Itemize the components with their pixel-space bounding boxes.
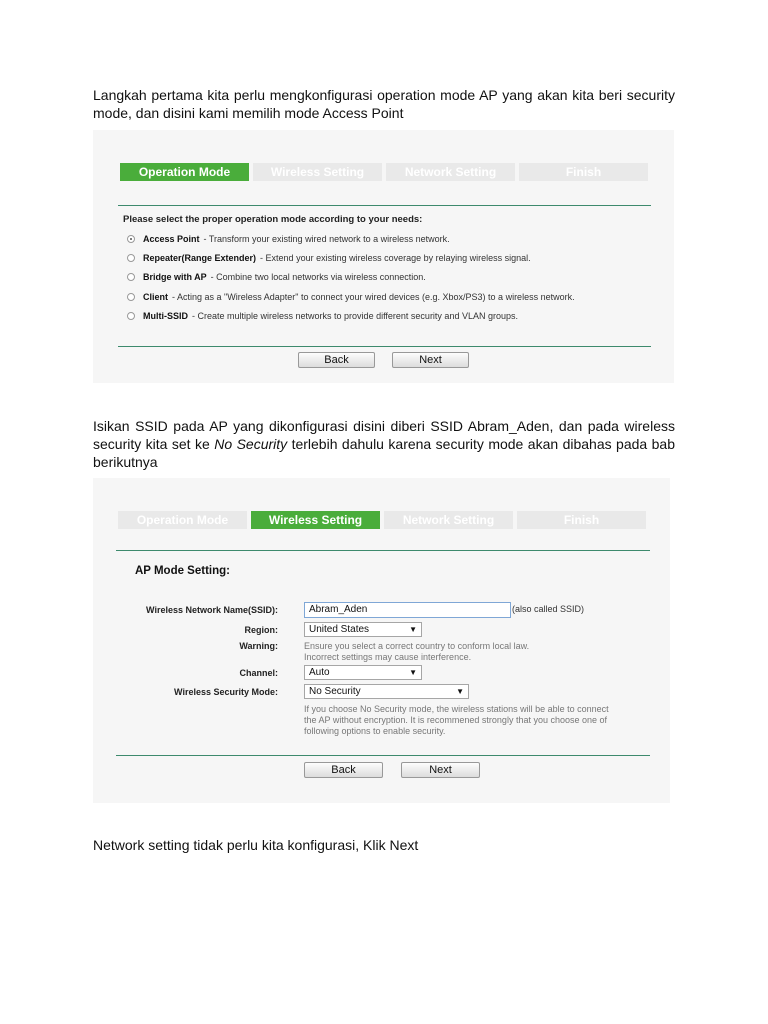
option-access-point[interactable]	[127, 234, 450, 244]
channel-select[interactable]	[304, 665, 422, 680]
warning-line: Ensure you select a correct country to conform local law.	[304, 641, 530, 651]
option-desc: - Create multiple wireless networks to provide different security and VLAN groups.	[192, 311, 518, 321]
chevron-down-icon: ▼	[456, 687, 464, 696]
divider	[116, 550, 650, 551]
paragraph-ssid-italic: No Security	[214, 436, 288, 452]
warning-line: Incorrect settings may cause interference.	[304, 652, 472, 662]
step-operation-mode[interactable]: Operation Mode	[120, 163, 249, 181]
step-bar	[120, 163, 648, 181]
option-desc: - Acting as a "Wireless Adapter" to connect your wired devices (e.g. Xbox/PS3) to a wireless network.	[172, 292, 575, 302]
security-mode-select[interactable]	[304, 684, 469, 699]
security-note-line: following options to enable security.	[304, 726, 446, 736]
option-multi-ssid[interactable]	[127, 311, 518, 321]
mode-prompt: Please select the proper operation mode according to your needs:	[123, 214, 423, 225]
security-mode-value: No Security	[309, 686, 361, 697]
back-button[interactable]: Back	[304, 762, 383, 778]
paragraph-intro: Langkah pertama kita perlu mengkonfigurasi operation mode AP yang akan kita beri security mode, dan disini kami memilih mode Access Point	[93, 87, 675, 121]
ssid-input[interactable]: Abram_Aden	[304, 602, 511, 618]
security-note-line: the AP without encryption. It is recommened strongly that you choose one of	[304, 715, 608, 725]
region-select[interactable]	[304, 622, 422, 637]
divider	[116, 755, 650, 756]
option-name: Client	[143, 292, 169, 302]
step-wireless-setting[interactable]: Wireless Setting	[253, 163, 382, 181]
region-label: Region:	[244, 625, 278, 635]
divider	[118, 205, 651, 206]
next-button[interactable]: Next	[392, 352, 469, 368]
paragraph-network: Network setting tidak perlu kita konfigurasi, Klik Next	[93, 837, 419, 853]
screenshot-operation-mode	[93, 130, 674, 383]
channel-label: Channel:	[239, 668, 278, 678]
option-repeater[interactable]	[127, 253, 531, 263]
option-desc: - Combine two local networks via wireless connection.	[210, 272, 426, 282]
step-bar	[118, 511, 646, 529]
divider	[118, 346, 651, 347]
option-desc: - Transform your existing wired network to a wireless network.	[203, 234, 450, 244]
step-network-setting[interactable]: Network Setting	[386, 163, 515, 181]
step-network-setting[interactable]: Network Setting	[384, 511, 513, 529]
radio-multi-ssid[interactable]	[127, 312, 135, 320]
option-desc: - Extend your existing wireless coverage by relaying wireless signal.	[260, 253, 531, 263]
step-finish[interactable]: Finish	[519, 163, 648, 181]
paragraph-ssid-part2: terlebih dahulu karena security mode akan dibahas pada bab berikutnya	[93, 436, 675, 470]
option-name: Multi-SSID	[143, 311, 188, 321]
paragraph-ssid	[93, 417, 675, 471]
radio-client[interactable]	[127, 293, 135, 301]
security-note-line: If you choose No Security mode, the wireless stations will be able to connect	[304, 704, 609, 714]
channel-value: Auto	[309, 667, 330, 678]
region-value: United States	[309, 624, 370, 635]
next-button[interactable]: Next	[401, 762, 480, 778]
chevron-down-icon: ▼	[409, 625, 417, 634]
radio-access-point[interactable]	[127, 235, 135, 243]
radio-repeater[interactable]	[127, 254, 135, 262]
radio-bridge[interactable]	[127, 273, 135, 281]
warning-label: Warning:	[239, 641, 278, 651]
screenshot-wireless-setting	[93, 478, 670, 803]
warning-text	[304, 641, 529, 663]
option-client[interactable]	[127, 292, 575, 302]
security-note	[304, 704, 609, 737]
option-bridge[interactable]	[127, 272, 426, 282]
step-finish[interactable]: Finish	[517, 511, 646, 529]
ssid-label: Wireless Network Name(SSID):	[146, 605, 278, 615]
step-wireless-setting[interactable]: Wireless Setting	[251, 511, 380, 529]
chevron-down-icon: ▼	[409, 668, 417, 677]
security-mode-label: Wireless Security Mode:	[174, 687, 278, 697]
paragraph-ssid-part1: Isikan SSID pada AP yang dikonfigurasi disini diberi SSID Abram_Aden, dan pada wireless security kita set ke	[93, 418, 675, 452]
ssid-hint: (also called SSID)	[512, 604, 585, 614]
option-name: Access Point	[143, 234, 200, 244]
option-name: Bridge with AP	[143, 272, 207, 282]
back-button[interactable]: Back	[298, 352, 375, 368]
step-operation-mode[interactable]: Operation Mode	[118, 511, 247, 529]
ap-mode-heading: AP Mode Setting:	[135, 565, 230, 577]
option-name: Repeater(Range Extender)	[143, 253, 257, 263]
